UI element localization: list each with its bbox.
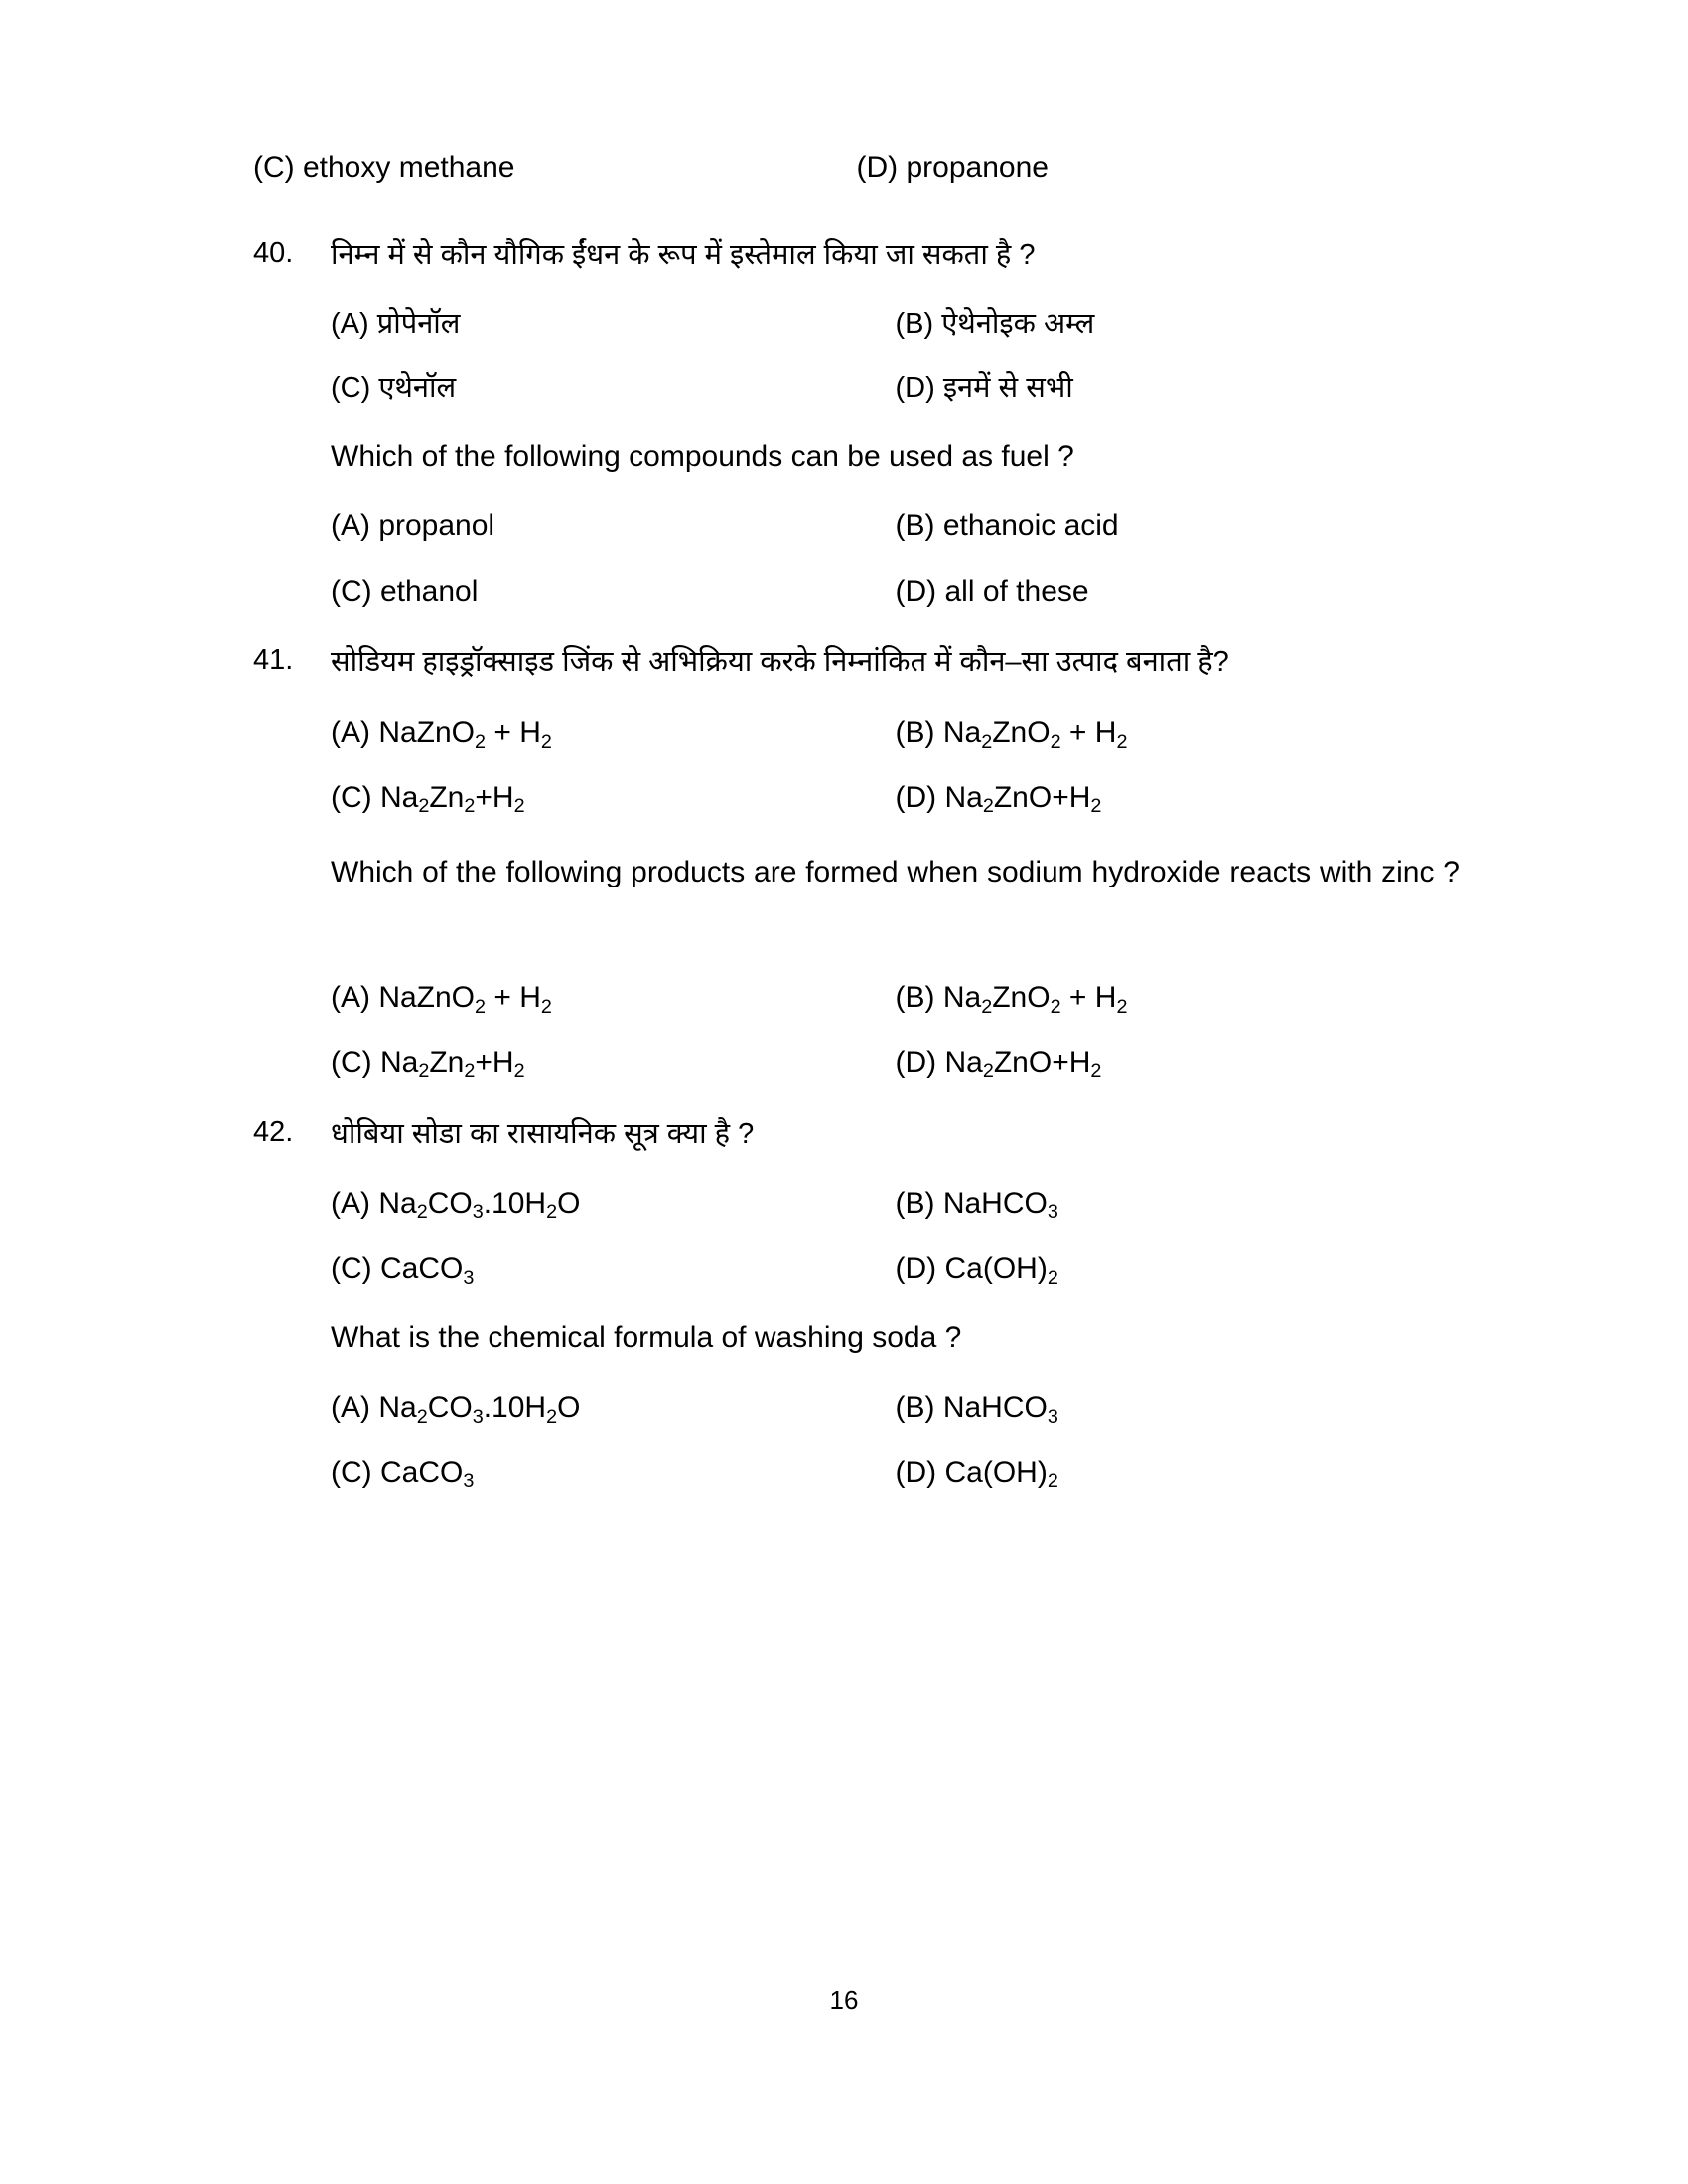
question-41: [253, 637, 1460, 688]
question-41-hindi-option-c: [331, 779, 896, 817]
question-41-english-row-cd: [331, 1044, 1460, 1082]
question-40-options-hindi: [331, 306, 1460, 610]
formula-text: (B) Na: [895, 981, 982, 1014]
question-41-english-option-b: [896, 979, 1461, 1017]
formula-text: + H: [486, 981, 541, 1014]
question-42-options: [331, 1185, 1460, 1492]
question-41-options: [331, 714, 1460, 1081]
formula-sub: 2: [540, 995, 552, 1018]
formula-sub: 3: [1047, 1201, 1058, 1224]
question-42-english-option-d: [896, 1454, 1461, 1492]
question-42-hindi-option-a-col: [331, 1185, 896, 1223]
question-40-number: 40.: [253, 236, 294, 269]
question-41-hindi-option-b: [896, 714, 1461, 751]
question-41-english-option-a: [331, 979, 896, 1017]
formula-sub: 3: [472, 1201, 484, 1224]
formula-text: + H: [1060, 716, 1117, 749]
question-41-hindi-row-cd: [331, 779, 1460, 817]
question-42-english-option-c: [331, 1454, 896, 1492]
formula-text: (B) Na: [895, 716, 982, 749]
question-40-english-option-d-col: [896, 573, 1461, 611]
question-41-number: 41.: [253, 644, 294, 677]
formula-text: (B) NaHCO: [895, 1186, 1048, 1220]
question-42-english-text: What is the chemical formula of washing soda ?: [331, 1320, 962, 1354]
question-40-english-row-cd: [331, 573, 1460, 611]
question-41-english-option-d: [896, 1044, 1461, 1082]
question-40-hindi-option-c-col: [331, 370, 896, 406]
carryover-option-d-col: [857, 149, 1461, 187]
formula-sub: 3: [1047, 1405, 1058, 1428]
question-40-english-option-c: (C) ethanol: [331, 574, 479, 608]
question-40-hindi-option-b: (B) ऐथेनोइक अम्ल: [895, 308, 1095, 341]
formula-text: ZnO+H: [993, 1045, 1091, 1079]
formula-text: O: [557, 1186, 581, 1220]
question-42-body: [331, 1109, 1460, 1160]
question-40-english-row-ab: [331, 507, 1460, 545]
question-40-english-option-c-col: [331, 573, 896, 611]
formula-text: O: [557, 1391, 581, 1425]
formula-text: (C) CaCO: [331, 1252, 464, 1286]
formula-text: ZnO: [992, 716, 1051, 749]
question-42-english-option-d-col: [896, 1454, 1461, 1492]
question-40-english-text: Which of the following compounds can be used as fuel ?: [331, 439, 1074, 473]
formula-text: CO: [427, 1391, 473, 1425]
question-40-english-option-a: (A) propanol: [331, 509, 495, 543]
formula-text: (A) Na: [331, 1186, 417, 1220]
question-41-english-option-b-col: [896, 979, 1461, 1017]
formula-sub: 2: [546, 1201, 558, 1224]
question-42-english-option-b-col: [896, 1389, 1461, 1427]
formula-text: (D) Ca(OH): [895, 1252, 1048, 1286]
question-40-hindi-option-d-col: [896, 370, 1461, 406]
formula-sub: 2: [513, 1060, 525, 1083]
question-41-hindi-option-c-col: [331, 779, 896, 817]
formula-text: (D) Ca(OH): [895, 1455, 1048, 1489]
formula-sub: 3: [472, 1405, 484, 1428]
question-41-english-row-ab: [331, 979, 1460, 1017]
question-42-english-option-b: [896, 1389, 1461, 1427]
question-41-english-option-d-col: [896, 1044, 1461, 1082]
question-40-hindi-row-cd: [331, 370, 1460, 406]
formula-text: (B) NaHCO: [895, 1391, 1048, 1425]
formula-text: +H: [475, 780, 514, 814]
question-42-english-row-cd: [331, 1454, 1460, 1492]
formula-sub: 2: [1116, 730, 1128, 752]
formula-sub: 2: [1050, 995, 1061, 1018]
question-42-hindi-row-cd: [331, 1250, 1460, 1288]
formula-text: (C) Na: [331, 1045, 419, 1079]
carryover-option-c: (C) ethoxy methane: [253, 151, 515, 184]
question-42-hindi-option-c-col: [331, 1250, 896, 1288]
question-41-english-option-c: [331, 1044, 896, 1082]
formula-text: +H: [475, 1045, 514, 1079]
question-40-hindi-option-c: (C) एथेनॉल: [331, 371, 457, 404]
formula-text: (A) Na: [331, 1391, 417, 1425]
question-41-hindi-option-a: [331, 714, 896, 751]
formula-text: CO: [427, 1186, 473, 1220]
question-40-english-option-d: (D) all of these: [895, 574, 1089, 608]
question-42-english-row-ab: [331, 1389, 1460, 1427]
question-42-english-option-c-col: [331, 1454, 896, 1492]
formula-text: Zn: [429, 1045, 465, 1079]
carryover-option-d: (D) propanone: [856, 151, 1049, 184]
formula-text: (C) CaCO: [331, 1455, 464, 1489]
question-41-hindi-text: सोडियम हाइड्रॉक्साइड जिंक से अभिक्रिया करके निम्नांकित में कौन–सा उत्पाद बनाता है?: [331, 646, 1229, 679]
formula-text: (A) NaZnO: [331, 716, 476, 749]
formula-sub: 2: [1047, 1266, 1058, 1289]
page-content: [253, 149, 1460, 1519]
formula-sub: 3: [463, 1266, 475, 1289]
formula-text: .10H: [483, 1391, 547, 1425]
formula-sub: 2: [982, 795, 994, 818]
question-42-hindi-text: धोबिया सोडा का रासायनिक सूत्र क्या है ?: [331, 1118, 755, 1150]
formula-sub: 2: [981, 730, 993, 752]
question-42-hindi-option-b: [896, 1185, 1461, 1223]
formula-sub: 2: [475, 730, 487, 752]
formula-sub: 2: [416, 1201, 428, 1224]
spacer: [253, 214, 1460, 230]
formula-text: (A) NaZnO: [331, 981, 476, 1014]
question-42-hindi-option-d: [896, 1250, 1461, 1288]
question-41-body: [331, 637, 1460, 688]
formula-text: .10H: [483, 1186, 547, 1220]
formula-sub: 3: [463, 1470, 475, 1493]
formula-text: (D) Na: [895, 780, 983, 814]
question-42-hindi-row-ab: [331, 1185, 1460, 1223]
formula-text: + H: [486, 716, 541, 749]
question-40: [253, 230, 1460, 281]
question-40-body: [331, 230, 1460, 281]
question-40-hindi-text: निम्न में से कौन यौगिक ईंधन के रूप में इस्तेमाल किया जा सकता है ?: [331, 238, 1036, 271]
carryover-option-c-col: [253, 149, 857, 187]
formula-text: Zn: [429, 780, 465, 814]
formula-sub: 2: [464, 795, 476, 818]
formula-sub: 2: [546, 1405, 558, 1428]
formula-text: (C) Na: [331, 780, 419, 814]
question-42-hindi-option-b-col: [896, 1185, 1461, 1223]
question-41-hindi-row-ab: [331, 714, 1460, 751]
formula-sub: 2: [475, 995, 487, 1018]
formula-sub: 2: [513, 795, 525, 818]
formula-sub: 2: [418, 795, 430, 818]
question-40-hindi-row-ab: [331, 306, 1460, 341]
question-41-english-option-a-col: [331, 979, 896, 1017]
question-42-hindi-option-d-col: [896, 1250, 1461, 1288]
question-41-hindi-option-a-col: [331, 714, 896, 751]
formula-text: ZnO: [992, 981, 1051, 1014]
carryover-options-row: [253, 149, 1460, 187]
question-41-hindi-option-d: [896, 779, 1461, 817]
question-41-hindi-option-d-col: [896, 779, 1461, 817]
formula-sub: 2: [1047, 1470, 1058, 1493]
page-number: 16: [829, 1985, 859, 2015]
question-41-hindi-option-b-col: [896, 714, 1461, 751]
question-40-english-option-b-col: [896, 507, 1461, 545]
formula-sub: 2: [1050, 730, 1061, 752]
question-40-hindi-option-a-col: [331, 306, 896, 341]
question-40-hindi-option-d: (D) इनमें से सभी: [895, 371, 1073, 404]
formula-text: (D) Na: [895, 1045, 983, 1079]
formula-sub: 2: [1090, 795, 1102, 818]
question-42-english-option-a-col: [331, 1389, 896, 1427]
formula-sub: 2: [540, 730, 552, 752]
formula-sub: 2: [982, 1060, 994, 1083]
question-42-hindi-option-a: [331, 1185, 896, 1223]
question-40-english-option-a-col: [331, 507, 896, 545]
question-41-english-text: Which of the following products are formed when sodium hydroxide reacts with zinc ?: [331, 856, 1460, 888]
formula-sub: 2: [464, 1060, 476, 1083]
question-42-number: 42.: [253, 1116, 294, 1148]
question-42-hindi-option-c: [331, 1250, 896, 1288]
formula-sub: 2: [1090, 1060, 1102, 1083]
formula-sub: 2: [416, 1405, 428, 1428]
formula-sub: 2: [1116, 995, 1128, 1018]
question-41-english-option-c-col: [331, 1044, 896, 1082]
question-40-english-option-b: (B) ethanoic acid: [895, 509, 1119, 543]
question-42-english-option-a: [331, 1389, 896, 1427]
question-42: [253, 1109, 1460, 1160]
formula-sub: 2: [981, 995, 993, 1018]
formula-sub: 2: [418, 1060, 430, 1083]
question-40-hindi-option-b-col: [896, 306, 1461, 341]
formula-text: ZnO+H: [993, 780, 1091, 814]
question-40-hindi-option-a: (A) प्रोपेनॉल: [331, 308, 461, 341]
formula-text: + H: [1060, 981, 1117, 1014]
